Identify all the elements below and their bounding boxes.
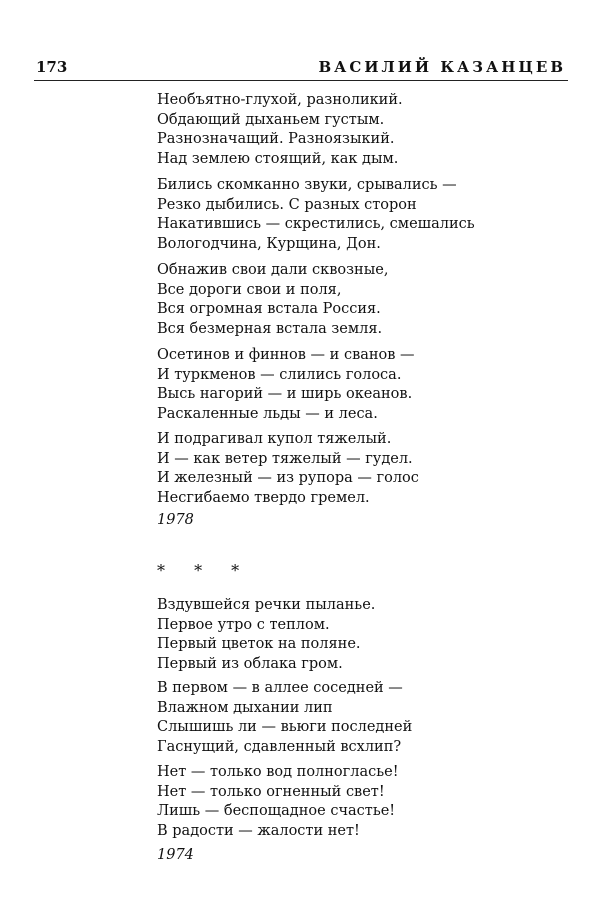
stanza xyxy=(157,176,475,254)
verse-line: Нет — только огненный свет! xyxy=(157,783,385,800)
verse-line: Накатившись — скрестились, смешались xyxy=(157,216,475,232)
verse-line: Первый цветок на поляне. xyxy=(157,636,361,652)
stanza xyxy=(157,346,415,424)
verse-line: Все дороги свои и поля, xyxy=(157,281,342,298)
verse-line: Первый из облака гром. xyxy=(157,655,343,672)
verse-line: Вся безмерная встала земля. xyxy=(157,320,383,337)
verse-line: Несгибаемо твердо гремел. xyxy=(157,489,370,506)
verse-line: Первое утро с теплом. xyxy=(157,616,330,633)
verse-line: Над землею стоящий, как дым. xyxy=(157,150,399,167)
verse-line: Нет — только вод полногласье! xyxy=(157,764,399,780)
poem-1-date: 1978 xyxy=(157,512,194,528)
running-header-author: ВАСИЛИЙ КАЗАНЦЕВ xyxy=(318,58,566,76)
verse-line: Обнажив свои дали сквозные, xyxy=(157,262,389,278)
stanza xyxy=(157,261,388,339)
stanza xyxy=(157,91,403,169)
verse-line: И туркменов — слились голоса. xyxy=(157,366,402,383)
stanza xyxy=(157,763,399,841)
verse-line: И — как ветер тяжелый — гудел. xyxy=(157,450,413,467)
verse-line: Лишь — беспощадное счастье! xyxy=(157,803,396,819)
stanza xyxy=(157,679,412,757)
verse-line: Слышишь ли — вьюги последней xyxy=(157,719,413,735)
page-number: 173 xyxy=(36,58,68,76)
verse-line: Гаснущий, сдавленный всхлип? xyxy=(157,738,402,755)
verse-line: Обдающий дыханьем густым. xyxy=(157,111,385,128)
verse-line: И подрагивал купол тяжелый. xyxy=(157,431,392,447)
section-separator: * * * xyxy=(157,561,252,580)
verse-line: Влажном дыхании лип xyxy=(157,699,333,716)
verse-line: В радости — жалости нет! xyxy=(157,822,360,839)
stanza xyxy=(157,596,375,674)
verse-line: Осетинов и финнов — и сванов — xyxy=(157,347,415,363)
header-rule xyxy=(34,80,568,81)
verse-line: Бились скомканно звуки, срывались — xyxy=(157,177,457,193)
stanza xyxy=(157,430,419,508)
verse-line: Разнозначащий. Разноязыкий. xyxy=(157,131,395,147)
verse-line: Вологодчина, Курщина, Дон. xyxy=(157,235,381,252)
verse-line: Раскаленные льды — и леса. xyxy=(157,405,378,422)
verse-line: Вся огромная встала Россия. xyxy=(157,301,381,317)
verse-line: В первом — в аллее соседней — xyxy=(157,680,403,696)
verse-line: Высь нагорий — и ширь океанов. xyxy=(157,386,413,402)
verse-line: И железный — из рупора — голос xyxy=(157,470,419,486)
verse-line: Вздувшейся речки пыланье. xyxy=(157,597,376,613)
verse-line: Необъятно-глухой, разноликий. xyxy=(157,92,403,108)
poem-2-date: 1974 xyxy=(157,847,194,863)
verse-line: Резко дыбились. С разных сторон xyxy=(157,196,417,213)
